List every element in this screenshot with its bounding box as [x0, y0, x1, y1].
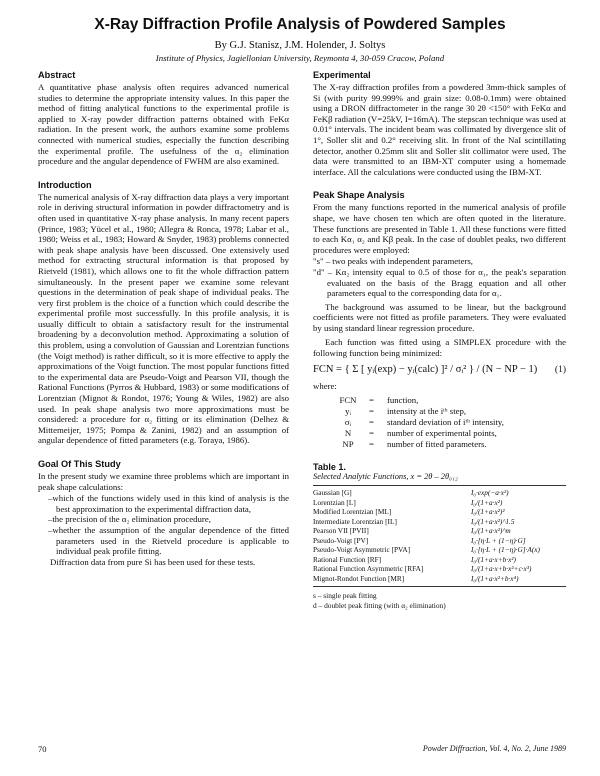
function-name: Pseudo-Voigt Asymmetric [PVA]: [313, 545, 411, 555]
table-notes: [313, 591, 566, 610]
function-name: Rational Function [RF]: [313, 554, 382, 564]
journal-citation: Powder Diffraction, Vol. 4, No. 2, June 1989: [422, 744, 566, 753]
equation-number: (1): [554, 364, 566, 375]
procedure-s: "s" – two peaks with independent parameters,: [313, 256, 473, 267]
function-expression: I₀/(1+a·x²)^m: [471, 526, 511, 536]
table-row: [313, 517, 566, 527]
table-note: d – doublet peak fitting (with α₂ elimination): [313, 600, 446, 610]
function-expression: I₀/(1+a·x+b·x²+c·x³): [471, 564, 532, 574]
intro-heading: Introduction: [38, 179, 92, 190]
variable-row: NP = number of fitted parameters.: [327, 439, 566, 450]
function-name: Mignot-Rondot Function [MR]: [313, 573, 405, 583]
variable-row: yᵢ = intensity at the iᵗʰ step,: [327, 406, 566, 417]
peak-shape-text-2: The background was assumed to be linear, but the background coefficients were not fitted as profile parameters. They were evaluated by using standard linear regression procedure.: [313, 301, 566, 333]
variable-symbol: yᵢ: [345, 405, 351, 416]
goal-list: [38, 493, 289, 557]
variable-symbol: NP: [342, 438, 354, 449]
variable-desc: number of experimental points,: [387, 427, 497, 438]
function-expression: I₀/(1+a·x²+b·x⁴): [471, 573, 519, 583]
intro-text: The numerical analysis of X-ray diffraction data plays a very important role in deriving structural information in powder diffractometry and is often used in quantitative X-ray phase analysis. In many recent papers (Prince, 1983; Yücel et al., 1980; Allegra & Ronca, 1978; Labar et al., 1980; Weiss et al., 1983; Howard & Snyder, 1983) problems connected with peak shape analysis have been discussed. One extensively used method for extracting structural information is that proposed by Rietveld (1981), which allows one to fit the whole diffraction pattern simultaneously. In the present paper we examine some relevant questions in the determination of peak shape of individual peaks. The very first problem is the choice of a function which could describe the experimental profile most successfully. In this profile analysis, it is usually difficult to obtain a satisfactory result for the instrumental broadening by a deconvolution method. Approximating a solution of this problem, using a convolution of Gaussian and Lorentzian functions (the Voigt method) is rather difficult, so it is more effective to apply the approximations of the Voigt function. The most popular functions fitted to the experimental data are Pseudo-Voigt and Pearson VII, though the Rational Functions (Pyrros & Hubbard, 1983) or some modifications of Lorentzian (Mignot & Rondot, 1976; Young & Wiles, 1982) are also used. In peak shape analysis two more approximations must be considered: a procedure for α₂ fitting or its elimination (Delhez & Mittemeijer, 1975; Pompa & Zanini, 1982) and an assumption of angular dependence of fitted parameters (e.g. Toraya, 1986).: [38, 191, 289, 446]
function-name: Pearson VII [PVII]: [313, 526, 369, 536]
function-expression: I₀/(1+a·x²)²: [471, 507, 505, 517]
table-row: [313, 555, 566, 565]
function-name: Intermediate Lorentzian [IL]: [313, 516, 397, 526]
table-row: [313, 526, 566, 536]
table-subtitle: Selected Analytic Functions, x = 2θ – 2θ₀₁₂: [313, 472, 566, 486]
peak-shape-text-1: From the many functions reported in the numerical analysis of profile shape, we have chosen ten which are often quoted in the literature. These functions are presented in Table 1. All these functions were fitted to each Kα₁ α₂ and Kβ peak. In the case of doublet peaks, two different procedures were employed:: [313, 202, 566, 255]
variable-desc: standard deviation of iᵗʰ intensity,: [387, 416, 504, 427]
paper-title: X-Ray Diffraction Profile Analysis of Powdered Samples: [94, 16, 506, 33]
table-row: [313, 545, 566, 555]
function-expression: I₀·[η·L + (1−η)·G]·A(x): [471, 545, 540, 555]
goal-item: –whether the assumption of the angular dependence of the fitted parameters used in the Rietveld procedure is applicable to individual peak profile fitting.: [48, 524, 289, 557]
function-expression: I₀·exp(−a·x²): [471, 488, 509, 498]
goal-heading: Goal Of This Study: [38, 459, 121, 469]
goal-item: –which of the functions widely used in this kind of analysis is the best approximation to the experimental diffraction data,: [48, 493, 289, 514]
variable-row: N = number of experimental points,: [327, 428, 566, 439]
goal-outro: Diffraction data from pure Si has been used for these tests.: [50, 556, 256, 567]
right-column: [313, 70, 566, 610]
function-name: Gaussian [G]: [313, 488, 352, 498]
abstract-heading: Abstract: [38, 70, 76, 80]
page-number: 70: [38, 744, 47, 754]
peak-shape-text-3: Each function was fitted using a SIMPLEX procedure with the following function being minimized:: [313, 337, 566, 359]
equation-1: [313, 365, 566, 376]
functions-table: [313, 488, 566, 583]
table-row: [313, 536, 566, 546]
abstract-text: A quantitative phase analysis often requires advanced numerical studies to determine the appropriate intensity values. In this paper the method of fitting analytical functions to the experimental profile is applied to X-ray powder diffraction patterns obtained with FeKα radiation. In the present work, the authors examine some problems connected with numerical studies, especially the function describing the experimental profile. The usefulness of the α₂ elimination procedure and the angular dependence of FWHM are also examined.: [38, 82, 289, 167]
paper-authors: By G.J. Stanisz, J.M. Holender, J. Soltys: [214, 40, 386, 51]
function-expression: I₀/(1+a·x²)^1.5: [471, 516, 515, 526]
variable-desc: number of fitted parameters.: [387, 438, 487, 449]
function-name: Lorentzian [L]: [313, 497, 356, 507]
variable-symbol: N: [344, 427, 352, 438]
table-row: [313, 507, 566, 517]
table-row: [313, 488, 566, 498]
table-note: s – single peak fitting: [313, 591, 377, 601]
procedure-d: "d" – Kα₂ intensity equal to 0.5 of those for α₁, the peak's separation evaluated on the basis of the Bragg equation and all other parameters equal to the corresponding data for α₁.: [313, 266, 566, 299]
function-expression: I₀·[η·L + (1−η)·G]: [471, 535, 526, 545]
peak-shape-heading: Peak Shape Analysis: [313, 190, 405, 201]
experimental-heading: Experimental: [313, 70, 371, 80]
table-row: [313, 498, 566, 508]
function-name: Pseudo-Voigt [PV]: [313, 535, 369, 545]
goal-intro: In the present study we examine three problems which are important in peak shape calculations:: [38, 471, 289, 492]
variable-desc: function,: [387, 394, 419, 405]
experimental-text: The X-ray diffraction profiles from a powdered 3mm-thick samples of Si (with purity 99.999% and grain size: 0.08-0.1mm) were obtained using a DRON diffractometer in the range 30 2θ <150° with FeKα and FeKβ radiation (V=25kV, I=16mA). The stepscan technique was used at 0.01° intervals. The incident beam was collimated by divergence slit of 1°, Soller slit and 0.2° receiving slit. In front of the NaI scintillating detector, another 0.25mm slit and Soller slit collimator were used. The data were transmitted to an IBM-XT computer using a homemade interface. All the calculations were conducted using the IBM-XT.: [313, 82, 566, 177]
table-row: [313, 574, 566, 584]
variable-desc: intensity at the iᵗʰ step,: [387, 405, 467, 416]
function-name: Rational Function Asymmetric [RFA]: [313, 564, 424, 574]
left-column: [38, 70, 289, 571]
function-expression: I₀/(1+a·x+b·x²): [471, 554, 516, 564]
table-caption: Table 1.: [313, 461, 346, 472]
table-row: [313, 564, 566, 574]
variable-row: FCN = function,: [327, 395, 566, 406]
equation-body: FCN = { Σ [ yᵢ(exp) − yᵢ(calc) ]² / σᵢ² } / (N − NP − 1): [313, 363, 538, 375]
variable-symbol: σᵢ: [344, 416, 352, 427]
variable-symbol: FCN: [339, 394, 357, 405]
function-expression: I₀/(1+a·x²): [471, 497, 503, 507]
variable-list: [327, 395, 566, 450]
where-label: where:: [313, 381, 337, 392]
variable-row: σᵢ = standard deviation of iᵗʰ intensity,: [327, 417, 566, 428]
goal-item: –the precision of the α₂ elimination procedure,: [48, 514, 211, 525]
paper-affiliation: Institute of Physics, Jagiellonian University, Reymonta 4, 30-059 Cracow, Poland: [155, 53, 445, 63]
function-name: Modified Lorentzian [ML]: [313, 507, 392, 517]
